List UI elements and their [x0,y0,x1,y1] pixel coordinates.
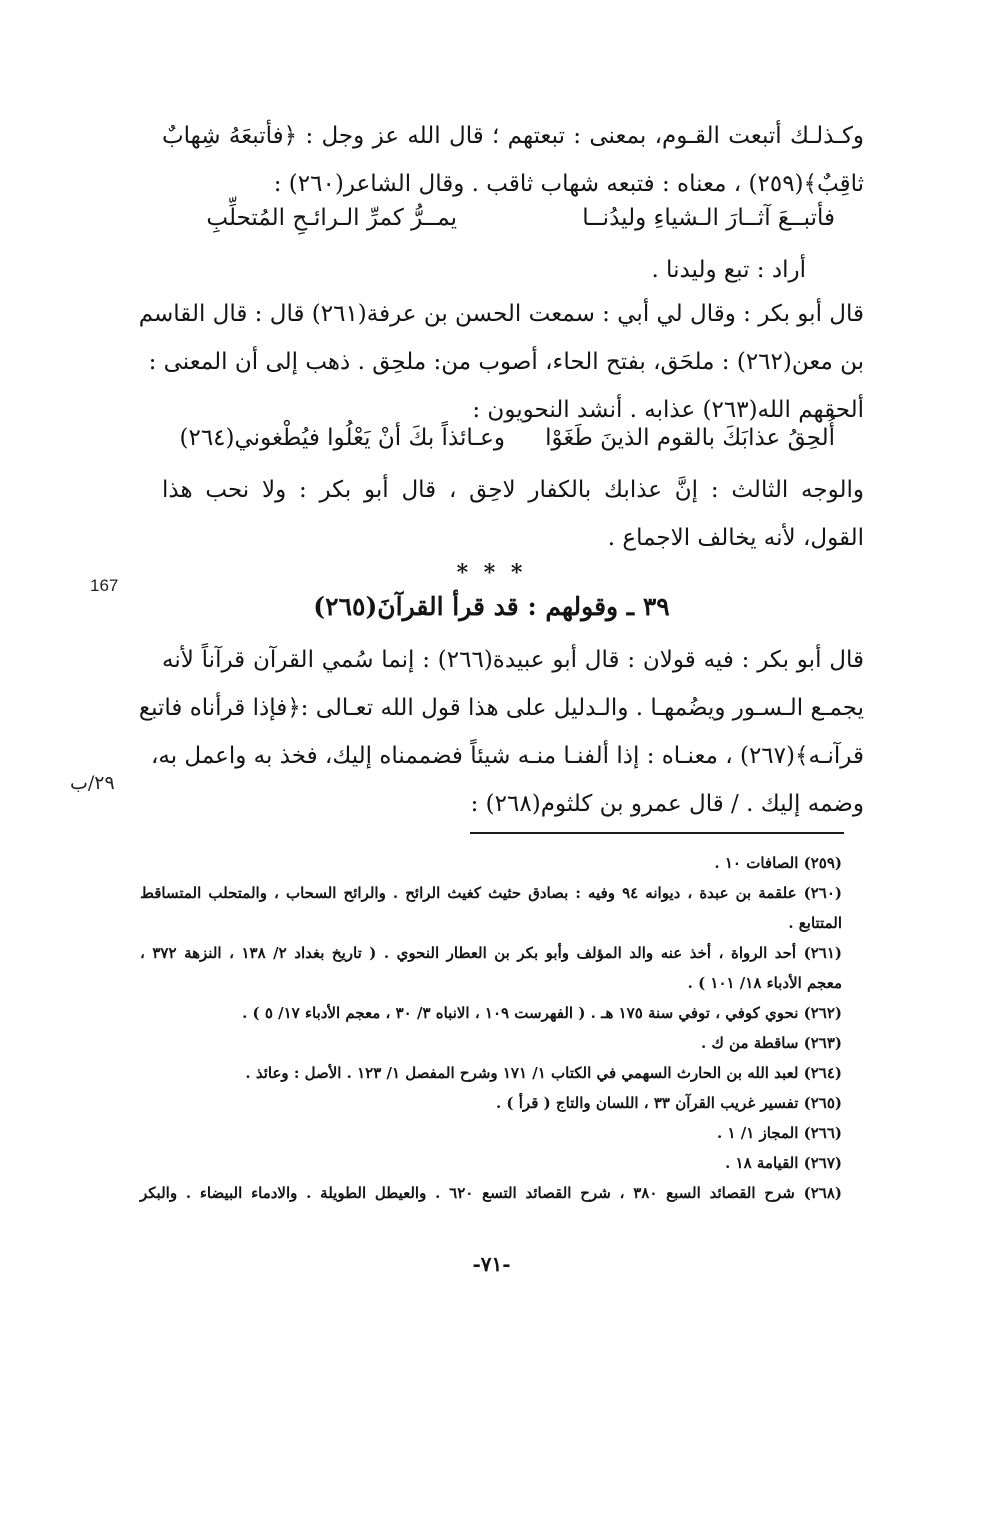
text-line: أراد : تبع وليدنا . [651,257,806,283]
section-title: ٣٩ ـ وقولهم : قد قرأ القرآنَ(٢٦٥) [313,592,670,621]
footnote-divider [470,832,844,834]
paragraph-2 [162,246,864,294]
footnote-line: المتتابع . [788,914,842,932]
section-body [138,636,864,828]
margin-folio-reference: ٢٩/ب [70,772,115,794]
footnotes [140,848,842,1208]
footnote-line: (٢٦٨) شرح القصائد السبع ٣٨٠ ، شرح القصائد التسع ٦٢٠ . والعيطل الطويلة . والادماء البيضاء . والبكر [140,1184,843,1202]
section-separator: * * * [456,560,527,586]
text-line: والوجه الثالث : إنَّ عذابك بالكفار لاحِق ، قال أبو بكر : ولا نحب هذا [162,477,864,503]
verse-1-second-hemistich: يمــرُّ كمرِّ الـرائـحِ المُتحلِّبِ [206,205,457,231]
footnote-line: (٢٦٦) المجاز ١/ ١ . [716,1124,842,1142]
footnote-line: (٢٦٢) نحوي كوفي ، توفي سنة ١٧٥ هـ . ( الفهرست ١٠٩ ، الانباه ٣/ ٣٠ ، معجم الأدباء ١٧/ ٥ ) . [242,1004,842,1022]
verse-1-first-hemistich: فأتبــعَ آثــارَ الـشياءِ وليدُنــا [582,205,835,231]
text-line: ألحقهم الله(٢٦٣) عذابه . أنشد النحويون : [472,397,864,423]
verse-2-second-hemistich: وعـائذاً بكَ أنْ يَعْلُوا فيُطْغوني(٢٦٤) [179,425,505,451]
text-line: يجمـع الـسـور ويضُمهـا . والـدليل على هذا قول الله تعـالى :﴿فإذا قرأناه فاتبع [138,695,864,721]
margin-page-reference: 167 [90,576,119,595]
verse-2-first-hemistich: أُلحِقُ عذابَكَ بالقوم الذينَ طَغَوْا [545,425,835,451]
footnote-line: (٢٦٠) علقمة بن عبدة ، ديوانه ٩٤ وفيه : بصادق حثيث كغيث الرائح . والرائح السحاب ، والمتحلب المتساقط [140,884,842,902]
text-line: وضمه إليك . / قال عمرو بن كلثوم(٢٦٨) : [470,791,864,817]
footnote-line: (٢٦٧) القيامة ١٨ . [725,1154,842,1172]
text-line: بن معن(٢٦٢) : ملحَق، بفتح الحاء، أصوب من: ملحِق . ذهب إلى أن المعنى : [148,349,864,375]
text-line: قرآنـه﴾(٢٦٧) ، معنـاه : إذا ألفنـا منـه شيئاً فضممناه إليك، فخذ به واعمل به، [150,743,864,769]
footnote-line: (٢٦٣) ساقطة من ك . [701,1034,842,1052]
footnote-line: معجم الأدباء ١٨/ ١٠١ ) . [687,974,842,992]
page-number: -٧١- [472,1252,511,1276]
paragraph-3 [138,290,864,434]
footnote-line: (٢٦٥) تفسير غريب القرآن ٣٣ ، اللسان والتاج ( قرأ ) . [495,1094,842,1112]
text-line: ثاقِبٌ﴾(٢٥٩) ، معناه : فتبعه شهاب ثاقب . وقال الشاعر(٢٦٠) : [273,171,864,197]
footnote-line: (٢٦١) أحد الرواة ، أخذ عنه والد المؤلف وأبو بكر بن العطار النحوي . ( تاريخ بغداد ٢/ ١٣٨ ، النزهة ٣٧٢ ، [140,944,842,962]
text-line: قال أبو بكر : وقال لي أبي : سمعت الحسن بن عرفة(٢٦١) قال : قال القاسم [138,301,864,327]
paragraph-4 [162,466,864,562]
footnote-line: (٢٥٩) الصافات ١٠ . [714,854,842,872]
paragraph-1 [162,112,864,208]
text-line: القول، لأنه يخالف الاجماع . [607,525,864,551]
text-line: قال أبو بكر : فيه قولان : قال أبو عبيدة(٢٦٦) : إنما سُمي القرآن قرآناً لأنه [162,647,864,673]
footnote-line: (٢٦٤) لعبد الله بن الحارث السهمي في الكتاب ١/ ١٧١ وشرح المفصل ١/ ١٢٣ . الأصل : وعائذ . [245,1064,842,1082]
text-line: وكـذلـك أتبعت القـوم، بمعنى : تبعتهم ؛ قال الله عز وجل : ﴿فأتبعَهُ شِهابٌ [162,123,864,149]
